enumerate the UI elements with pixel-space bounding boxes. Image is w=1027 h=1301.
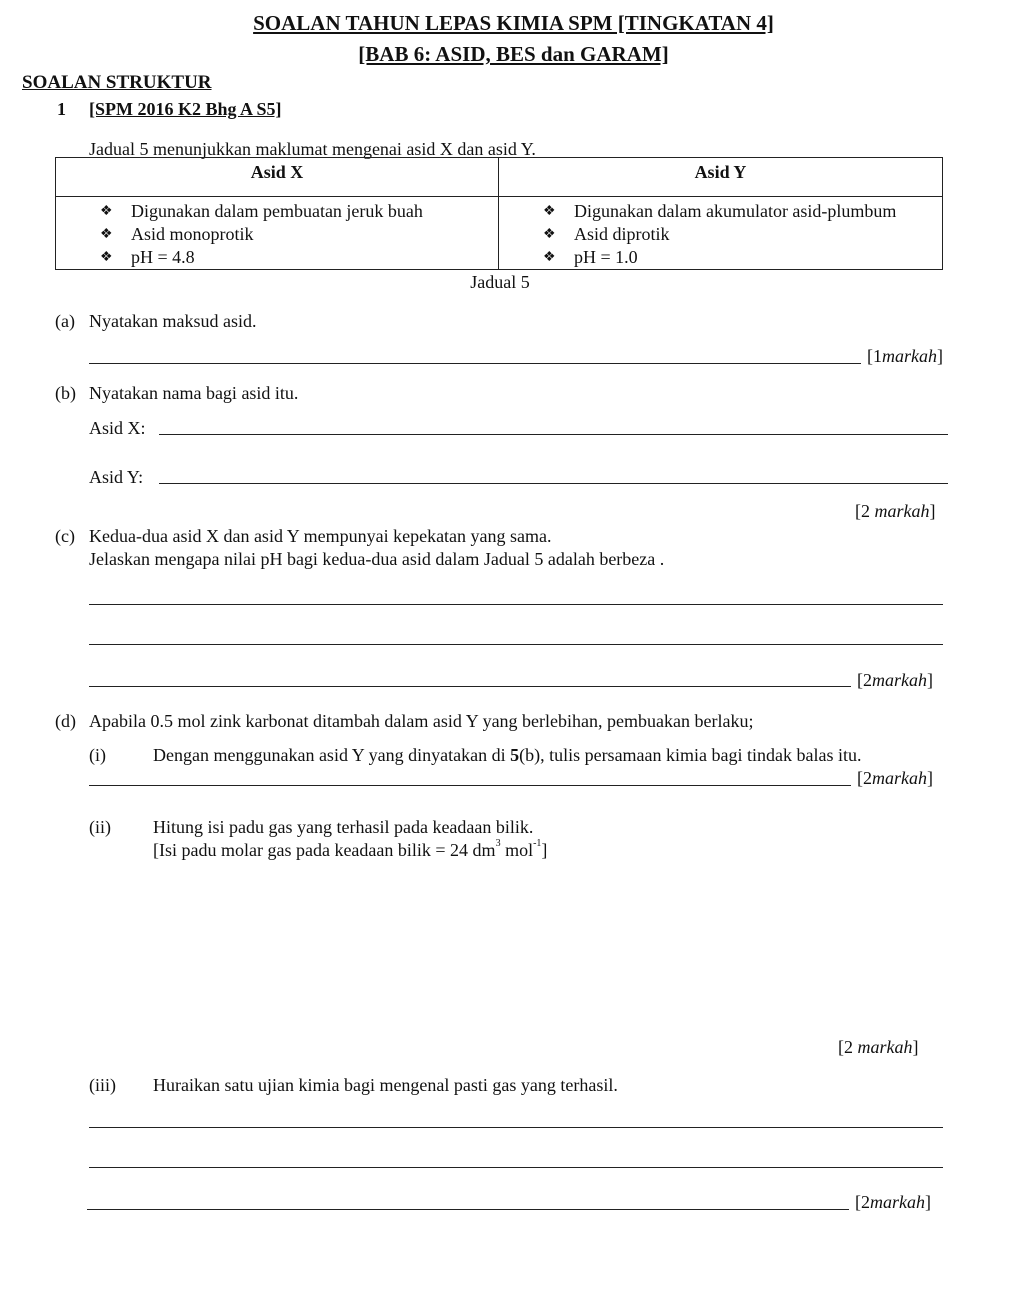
bullet-diamond-icon: ❖ (100, 204, 113, 219)
answer-line[interactable] (89, 604, 943, 605)
asid-y-answer-line[interactable] (159, 483, 948, 484)
answer-line[interactable] (87, 1209, 849, 1210)
bullet-diamond-icon: ❖ (543, 250, 556, 265)
part-a-label: (a) (55, 311, 75, 331)
property-text: pH = 4.8 (131, 247, 195, 267)
list-item (499, 246, 942, 269)
property-text: Digunakan dalam akumulator asid-plumbum (574, 201, 897, 221)
part-d-iii-label: (iii) (89, 1075, 116, 1095)
molar-volume-note: [Isi padu molar gas pada keadaan bilik = 24 $dm^3$ mol$^{-1}$] (153, 838, 548, 860)
chapter-title: [BAB 6: ASID, BES dan GARAM] (358, 42, 669, 66)
part-d-i-question: Dengan menggunakan asid Y yang dinyatakan di 5(b), tulis persamaan kimia bagi tindak balas itu. (153, 745, 862, 765)
table-caption: Jadual 5 (470, 272, 530, 292)
part-c-question-2: Jelaskan mengapa nilai pH bagi kedua-dua asid dalam Jadual 5 adalah berbeza . (89, 549, 665, 569)
property-text: pH = 1.0 (574, 247, 638, 267)
marks-label: [2 markah] (855, 501, 936, 521)
answer-line[interactable] (89, 785, 851, 786)
part-a-question: Nyatakan maksud asid. (89, 311, 257, 331)
marks-label: [2 markah] (838, 1037, 919, 1057)
part-d-question: Apabila 0.5 mol zink karbonat ditambah dalam asid Y yang berlebihan, pembuakan berlaku; (89, 711, 754, 731)
marks-label: [2markah] (855, 1192, 931, 1212)
asid-y-label: Asid Y: (89, 467, 144, 487)
document-title: SOALAN TAHUN LEPAS KIMIA SPM [TINGKATAN 4] (253, 11, 774, 35)
bullet-diamond-icon: ❖ (100, 250, 113, 265)
asid-x-label: Asid X: (89, 418, 146, 438)
part-d-ii-question: Hitung isi padu gas yang terhasil pada keadaan bilik. (153, 817, 534, 837)
property-text: Digunakan dalam pembuatan jeruk buah (131, 201, 423, 221)
part-b-label: (b) (55, 383, 76, 403)
list-item (499, 200, 942, 223)
table-header-asid-y: Asid Y (499, 158, 943, 197)
part-c-label: (c) (55, 526, 75, 546)
section-heading: SOALAN STRUKTUR (22, 72, 212, 93)
part-d-i-label: (i) (89, 745, 106, 765)
marks-label: [2markah] (857, 768, 933, 788)
property-text: Asid diprotik (574, 224, 670, 244)
part-d-ii-label: (ii) (89, 817, 111, 837)
list-item (56, 246, 498, 269)
part-c-question: Kedua-dua asid X dan asid Y mempunyai kepekatan yang sama. (89, 526, 552, 546)
answer-line[interactable] (89, 1167, 943, 1168)
marks-label: [2markah] (857, 670, 933, 690)
list-item (499, 223, 942, 246)
bullet-diamond-icon: ❖ (100, 227, 113, 242)
bullet-diamond-icon: ❖ (543, 204, 556, 219)
part-d-iii-question: Huraikan satu ujian kimia bagi mengenal pasti gas yang terhasil. (153, 1075, 618, 1095)
question-intro: Jadual 5 menunjukkan maklumat mengenai asid X dan asid Y. (89, 139, 536, 159)
answer-line[interactable] (89, 1127, 943, 1128)
part-d-label: (d) (55, 711, 76, 731)
table-cell-asid-y (499, 197, 943, 270)
answer-line[interactable] (89, 363, 861, 364)
question-source: [SPM 2016 K2 Bhg A S5] (89, 99, 282, 119)
bullet-diamond-icon: ❖ (543, 227, 556, 242)
question-number: 1 (57, 99, 66, 119)
answer-line[interactable] (89, 644, 943, 645)
table-cell-asid-x (56, 197, 499, 270)
table-header-asid-x: Asid X (56, 158, 499, 197)
list-item (56, 223, 498, 246)
property-text: Asid monoprotik (131, 224, 254, 244)
list-item (56, 200, 498, 223)
asid-x-answer-line[interactable] (159, 434, 948, 435)
acid-info-table (55, 157, 943, 270)
answer-line[interactable] (89, 686, 851, 687)
marks-label: [1markah] (867, 346, 943, 366)
part-b-question: Nyatakan nama bagi asid itu. (89, 383, 299, 403)
